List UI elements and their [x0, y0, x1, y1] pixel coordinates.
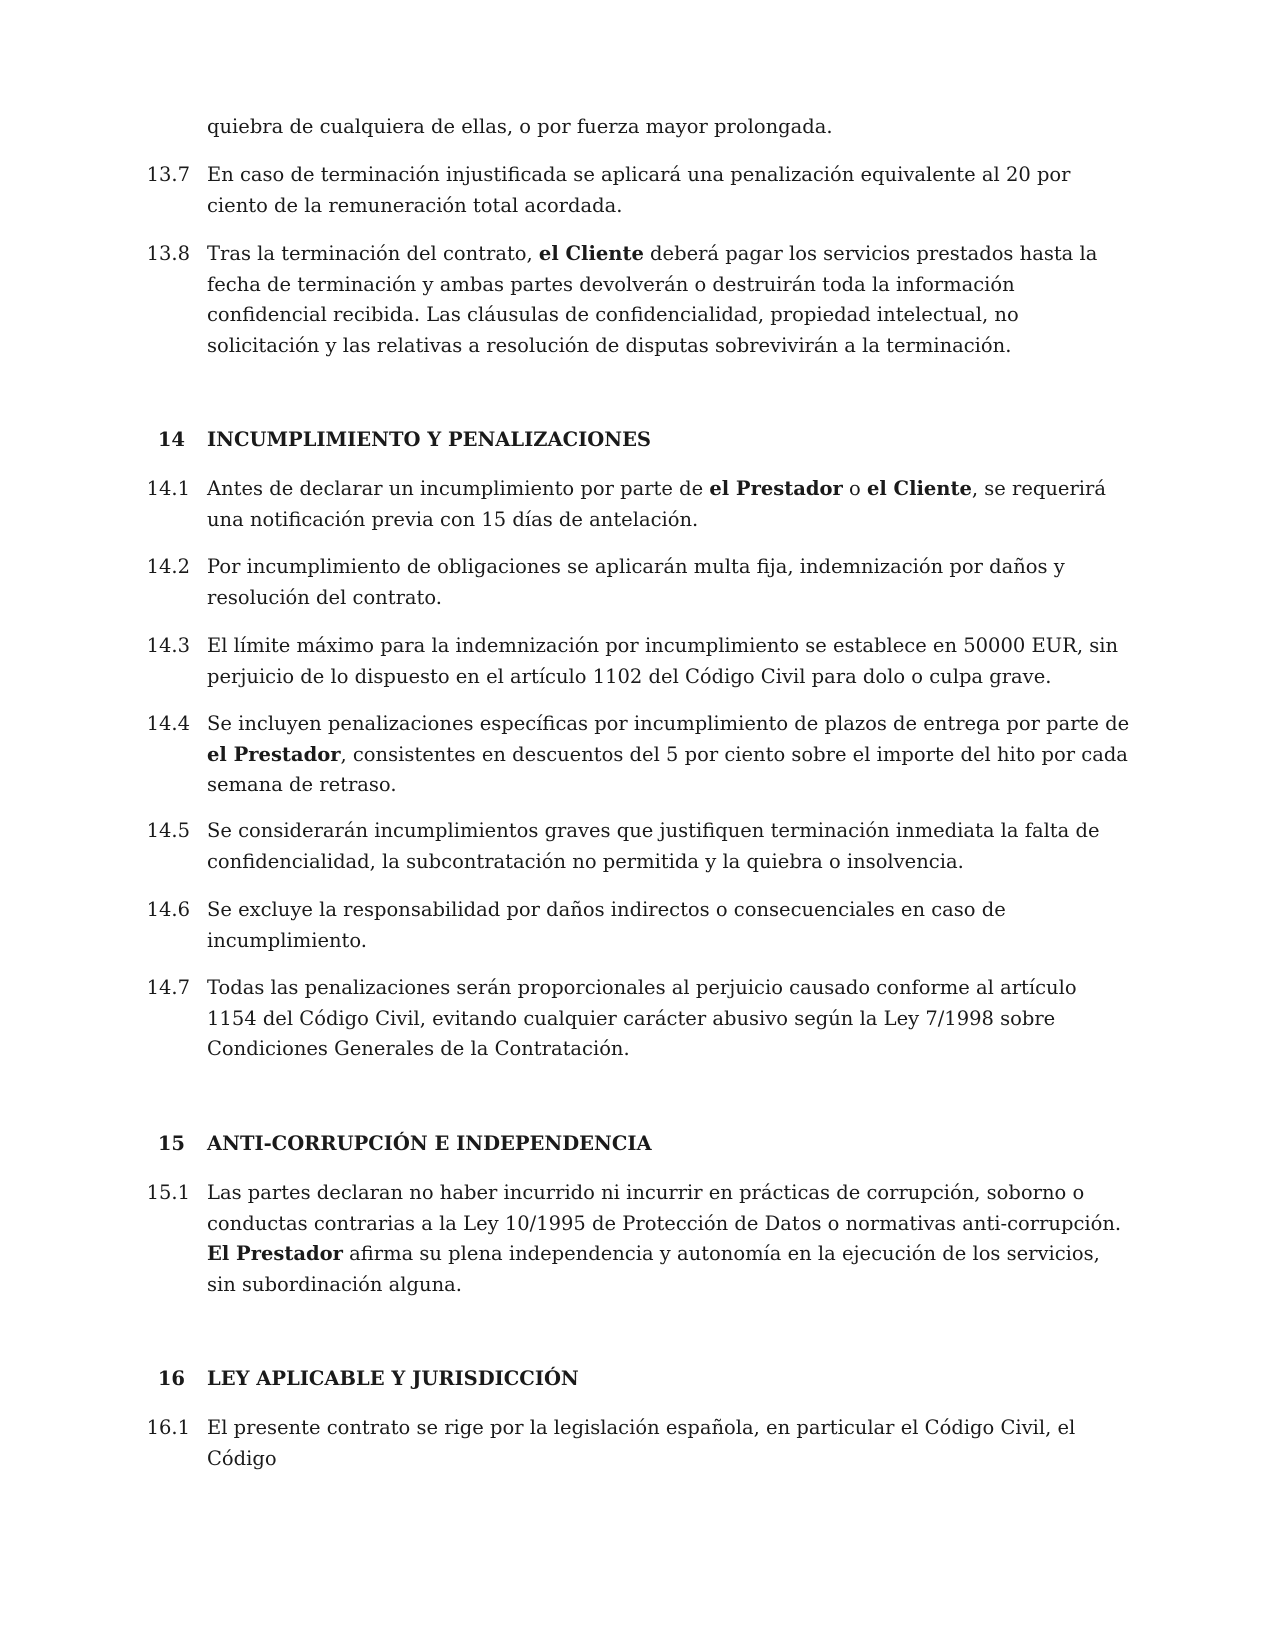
clause-14-3	[140, 631, 1130, 692]
section-title	[207, 1364, 1130, 1395]
party-name: El Prestador	[207, 1242, 343, 1265]
party-name: el Cliente	[538, 242, 644, 265]
text-run: El límite máximo para la indemnización por incumplimiento se establece en 50000 EUR, sin perjuicio de lo dispuesto en el artículo 1102 del Código Civil para dolo o culpa grave.	[207, 634, 1119, 688]
clause-text	[207, 895, 1130, 956]
clause-text	[207, 816, 1130, 877]
clause-number: 13.7	[146, 163, 190, 186]
text-run: Se excluye la responsabilidad por daños indirectos o consecuenciales en caso de incumplimiento.	[207, 898, 1006, 952]
text-run: o	[842, 477, 867, 500]
section-title	[207, 1129, 1130, 1160]
clause-text	[207, 1178, 1130, 1300]
text-run: En caso de terminación injustificada se aplicará una penalización equivalente al 20 por ciento de la remuneración total acordada.	[207, 163, 1071, 217]
clause-14-5	[140, 816, 1130, 877]
text-run: Antes de declarar un incumplimiento por parte de	[207, 477, 710, 500]
clause-text	[207, 709, 1130, 801]
text-run: El presente contrato se rige por la legislación española, en particular el Código Civil, el Código	[207, 1416, 1076, 1470]
text-run: LEY APLICABLE Y JURISDICCIÓN	[207, 1367, 579, 1390]
clause-number: 14.5	[146, 819, 190, 842]
party-name: el Prestador	[207, 742, 341, 766]
text-run: INCUMPLIMIENTO Y PENALIZACIONES	[207, 428, 652, 451]
section-title	[207, 425, 1130, 456]
clause-text	[207, 631, 1130, 692]
section-number: 14	[157, 428, 185, 451]
clause-number: 14.1	[146, 477, 190, 500]
clause-number: 14.3	[146, 634, 190, 657]
clause-14-7	[140, 973, 1130, 1065]
text-run: Por incumplimiento de obligaciones se aplicarán multa fija, indemnización por daños y resolución del contrato.	[207, 555, 1065, 609]
text-run: , se requerirá una notificación previa con 15 días de antelación.	[207, 477, 1106, 531]
section-heading-14	[140, 425, 1130, 456]
clause-text	[207, 1413, 1130, 1474]
clause-text	[207, 239, 1130, 361]
text-run: Se incluyen penalizaciones específicas por incumplimiento de plazos de entrega por parte de	[207, 712, 1130, 735]
clause-number: 14.6	[146, 898, 190, 921]
text-run: deberá pagar los servicios prestados hasta la fecha de terminación y ambas partes devolverán o destruirán toda la información confidencial recibida. Las cláusulas de confidencialidad, propiedad intelectual, no solicitación y las relativas a resolución de disputas sobrevivirán a la terminación.	[207, 242, 1098, 357]
clause-number: 15.1	[146, 1181, 190, 1204]
clause-number: 14.4	[146, 712, 190, 735]
clause-text	[207, 160, 1130, 221]
section-number: 15	[157, 1132, 185, 1155]
clause-number: 13.8	[146, 242, 190, 265]
clause-13-6-continuation	[140, 112, 1130, 143]
text-run: Se considerarán incumplimientos graves que justifiquen terminación inmediata la falta de confidencialidad, la subcontratación no permitida y la quiebra o insolvencia.	[207, 819, 1100, 873]
clause-14-2	[140, 552, 1130, 613]
text-run: Todas las penalizaciones serán proporcionales al perjuicio causado conforme al artículo 1154 del Código Civil, evitando cualquier carácter abusivo según la Ley 7/1998 sobre Condiciones Generales de la Contratación.	[207, 976, 1077, 1060]
clause-number: 14.7	[146, 976, 190, 999]
clause-14-1	[140, 474, 1130, 535]
clause-text	[207, 474, 1130, 535]
text-run: ANTI-CORRUPCIÓN E INDEPENDENCIA	[207, 1132, 652, 1155]
clause-14-4	[140, 709, 1130, 801]
text-run: quiebra de cualquiera de ellas, o por fuerza mayor prolongada.	[207, 115, 833, 138]
clause-text	[207, 112, 1130, 143]
clause-number: 16.1	[146, 1416, 190, 1439]
clause-number: 14.2	[146, 555, 190, 578]
text-run: afirma su plena independencia y autonomía en la ejecución de los servicios, sin subordinación alguna.	[207, 1242, 1100, 1296]
section-heading-15	[140, 1129, 1130, 1160]
section-heading-16	[140, 1364, 1130, 1395]
text-run: Tras la terminación del contrato,	[207, 242, 539, 265]
clause-13-8	[140, 239, 1130, 361]
text-run: , consistentes en descuentos del 5 por ciento sobre el importe del hito por cada semana de retraso.	[207, 742, 1128, 796]
clause-16-1	[140, 1413, 1130, 1474]
clause-13-7	[140, 160, 1130, 221]
text-run: Las partes declaran no haber incurrido ni incurrir en prácticas de corrupción, soborno o conductas contrarias a la Ley 10/1995 de Protección de Datos o normativas anti-corrupción.	[207, 1181, 1122, 1235]
clause-14-6	[140, 895, 1130, 956]
clause-text	[207, 973, 1130, 1065]
clause-text	[207, 552, 1130, 613]
party-name: el Cliente	[866, 477, 972, 500]
party-name: el Prestador	[709, 477, 843, 500]
section-number: 16	[157, 1367, 185, 1390]
clause-15-1	[140, 1178, 1130, 1300]
